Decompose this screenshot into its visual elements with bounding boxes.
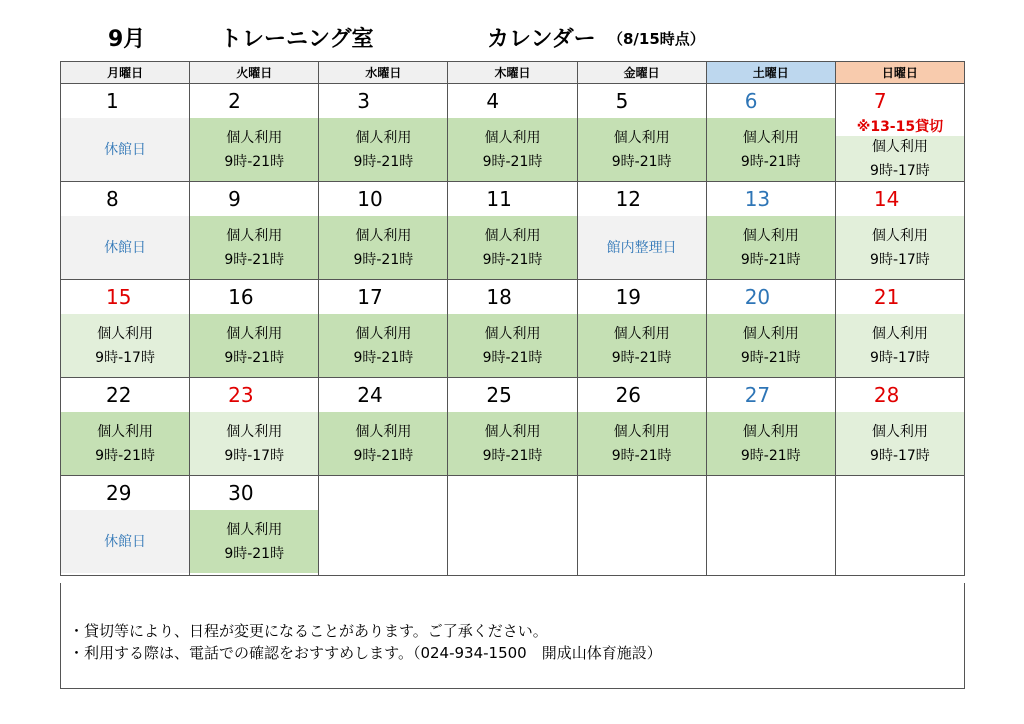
day-cell — [190, 476, 319, 576]
schedule-hours: 9時-21時 — [353, 349, 414, 366]
day-schedule — [707, 216, 835, 279]
schedule-type: 個人利用 — [871, 138, 928, 155]
weekday-header: 木曜日 — [448, 62, 577, 84]
day-cell — [706, 378, 835, 476]
schedule-type: 個人利用 — [871, 227, 928, 244]
day-cell — [448, 280, 577, 378]
day-number: 23 — [190, 378, 318, 412]
schedule-hours: 9時-21時 — [224, 153, 285, 170]
schedule-type: 個人利用 — [484, 325, 541, 342]
day-number: 21 — [836, 280, 964, 314]
day-schedule — [61, 510, 189, 573]
day-cell — [706, 182, 835, 280]
day-cell — [835, 378, 964, 476]
day-cell — [835, 280, 964, 378]
schedule-hours: 9時-21時 — [740, 349, 801, 366]
calendar-week-row — [61, 378, 965, 476]
day-cell — [577, 378, 706, 476]
empty-day-cell — [835, 476, 964, 576]
schedule-type: 休館日 — [104, 141, 147, 158]
reservation-note: ※13-15貸切 — [836, 118, 964, 136]
day-cell — [190, 182, 319, 280]
day-schedule — [578, 118, 706, 181]
schedule-type: 個人利用 — [97, 325, 154, 342]
schedule-type: 個人利用 — [613, 129, 670, 146]
day-cell — [706, 84, 835, 182]
weekday-header: 水曜日 — [319, 62, 448, 84]
day-schedule — [319, 314, 447, 377]
day-schedule — [448, 412, 576, 475]
day-schedule — [707, 412, 835, 475]
day-cell — [706, 280, 835, 378]
schedule-type: 個人利用 — [226, 423, 283, 440]
schedule-type: 個人利用 — [226, 129, 283, 146]
day-number: 18 — [448, 280, 576, 314]
schedule-hours: 9時-21時 — [611, 447, 672, 464]
schedule-type: 個人利用 — [742, 325, 799, 342]
day-schedule — [836, 412, 964, 475]
schedule-hours: 9時-21時 — [482, 349, 543, 366]
day-schedule — [61, 216, 189, 279]
schedule-hours: 9時-21時 — [740, 153, 801, 170]
schedule-type: 館内整理日 — [606, 239, 677, 256]
schedule-hours: 9時-21時 — [740, 251, 801, 268]
day-number: 8 — [61, 182, 189, 216]
schedule-hours: 9時-21時 — [353, 447, 414, 464]
schedule-type: 個人利用 — [355, 423, 412, 440]
schedule-type: 個人利用 — [742, 129, 799, 146]
day-cell — [835, 182, 964, 280]
day-number: 1 — [61, 84, 189, 118]
day-cell — [319, 280, 448, 378]
day-cell — [190, 84, 319, 182]
schedule-type: 休館日 — [104, 239, 147, 256]
empty-day-cell — [319, 476, 448, 576]
day-schedule — [319, 216, 447, 279]
schedule-type: 個人利用 — [97, 423, 154, 440]
day-number: 16 — [190, 280, 318, 314]
notes-box — [60, 583, 965, 689]
schedule-hours: 9時-17時 — [870, 162, 930, 179]
calendar-title: カレンダー — [487, 27, 596, 52]
day-schedule — [448, 314, 576, 377]
schedule-type: 個人利用 — [355, 129, 412, 146]
day-schedule — [319, 118, 447, 181]
empty-day-cell — [706, 476, 835, 576]
schedule-type: 個人利用 — [226, 521, 283, 538]
schedule-hours: 9時-21時 — [482, 447, 543, 464]
schedule-type: 個人利用 — [355, 227, 412, 244]
day-number: 10 — [319, 182, 447, 216]
schedule-type: 個人利用 — [484, 227, 541, 244]
weekday-header: 月曜日 — [61, 62, 190, 84]
schedule-type: 個人利用 — [871, 325, 928, 342]
day-cell — [835, 84, 964, 182]
day-number: 25 — [448, 378, 576, 412]
schedule-hours: 9時-21時 — [611, 349, 672, 366]
day-cell — [577, 182, 706, 280]
calendar-body — [61, 84, 965, 576]
schedule-type: 個人利用 — [484, 423, 541, 440]
day-schedule — [61, 118, 189, 181]
day-number: 7 — [836, 84, 964, 118]
day-number: 5 — [578, 84, 706, 118]
calendar-table — [60, 61, 965, 576]
day-cell — [319, 182, 448, 280]
day-number: 14 — [836, 182, 964, 216]
schedule-type: 個人利用 — [355, 325, 412, 342]
schedule-hours: 9時-17時 — [870, 251, 930, 268]
schedule-hours: 9時-21時 — [482, 153, 543, 170]
day-cell — [448, 182, 577, 280]
day-number: 13 — [707, 182, 835, 216]
schedule-hours: 9時-21時 — [353, 251, 414, 268]
day-cell — [190, 280, 319, 378]
schedule-hours: 9時-17時 — [224, 447, 285, 464]
day-schedule — [190, 216, 318, 279]
day-cell — [319, 378, 448, 476]
day-schedule — [61, 412, 189, 475]
schedule-hours: 9時-17時 — [870, 447, 930, 464]
day-cell — [61, 84, 190, 182]
calendar-week-row — [61, 182, 965, 280]
day-cell — [61, 476, 190, 576]
weekday-header: 金曜日 — [577, 62, 706, 84]
day-cell — [448, 84, 577, 182]
empty-day-cell — [448, 476, 577, 576]
schedule-hours: 9時-21時 — [224, 545, 285, 562]
weekday-header: 土曜日 — [706, 62, 835, 84]
calendar-week-row — [61, 84, 965, 182]
day-schedule — [836, 136, 964, 181]
day-number: 27 — [707, 378, 835, 412]
day-cell — [61, 378, 190, 476]
day-number: 2 — [190, 84, 318, 118]
schedule-hours: 9時-17時 — [870, 349, 930, 366]
note-line: ・利用する際は、電話での確認をおすすめします。（024-934-1500 開成山体育施設） — [69, 644, 662, 662]
day-schedule — [707, 118, 835, 181]
note-line: ・貸切等により、日程が変更になることがあります。ご了承ください。 — [69, 622, 548, 640]
day-schedule — [61, 314, 189, 377]
as-of-date: （8/15時点） — [608, 30, 705, 48]
day-number: 26 — [578, 378, 706, 412]
schedule-type: 個人利用 — [742, 423, 799, 440]
schedule-hours: 9時-21時 — [611, 153, 672, 170]
weekday-header-row — [61, 62, 965, 84]
day-number: 17 — [319, 280, 447, 314]
day-number: 3 — [319, 84, 447, 118]
schedule-hours: 9時-21時 — [353, 153, 414, 170]
day-schedule — [578, 216, 706, 279]
day-cell — [61, 182, 190, 280]
schedule-hours: 9時-21時 — [224, 251, 285, 268]
notes-lines — [69, 620, 662, 664]
schedule-hours: 9時-21時 — [95, 447, 155, 464]
day-cell — [577, 84, 706, 182]
day-schedule — [836, 216, 964, 279]
day-number: 20 — [707, 280, 835, 314]
day-schedule — [578, 412, 706, 475]
day-schedule — [448, 216, 576, 279]
schedule-hours: 9時-21時 — [740, 447, 801, 464]
month-title: 9月 — [108, 27, 146, 52]
day-schedule — [836, 314, 964, 377]
day-schedule — [448, 118, 576, 181]
day-number: 30 — [190, 476, 318, 510]
schedule-hours: 9時-21時 — [224, 349, 285, 366]
schedule-type: 個人利用 — [742, 227, 799, 244]
day-number: 11 — [448, 182, 576, 216]
day-cell — [319, 84, 448, 182]
schedule-type: 個人利用 — [871, 423, 928, 440]
day-cell — [577, 280, 706, 378]
day-cell — [190, 378, 319, 476]
day-schedule — [190, 314, 318, 377]
day-number: 12 — [578, 182, 706, 216]
day-cell — [448, 378, 577, 476]
empty-day-cell — [577, 476, 706, 576]
schedule-type: 休館日 — [104, 533, 147, 550]
weekday-header: 日曜日 — [835, 62, 964, 84]
day-schedule — [707, 314, 835, 377]
day-schedule — [319, 412, 447, 475]
day-number: 4 — [448, 84, 576, 118]
day-schedule — [190, 412, 318, 475]
schedule-type: 個人利用 — [613, 325, 670, 342]
calendar-week-row — [61, 280, 965, 378]
day-number: 6 — [707, 84, 835, 118]
day-cell — [61, 280, 190, 378]
calendar-week-row — [61, 476, 965, 576]
day-schedule — [578, 314, 706, 377]
schedule-type: 個人利用 — [226, 325, 283, 342]
schedule-type: 個人利用 — [226, 227, 283, 244]
day-number: 24 — [319, 378, 447, 412]
calendar-header — [0, 22, 1024, 54]
day-number: 15 — [61, 280, 189, 314]
day-number: 9 — [190, 182, 318, 216]
day-number: 22 — [61, 378, 189, 412]
schedule-hours: 9時-17時 — [95, 349, 155, 366]
day-schedule — [190, 118, 318, 181]
day-schedule — [190, 510, 318, 573]
day-number: 28 — [836, 378, 964, 412]
schedule-hours: 9時-21時 — [482, 251, 543, 268]
schedule-type: 個人利用 — [613, 423, 670, 440]
room-title: トレーニング室 — [220, 27, 374, 52]
day-number: 19 — [578, 280, 706, 314]
schedule-type: 個人利用 — [484, 129, 541, 146]
day-number: 29 — [61, 476, 189, 510]
weekday-header: 火曜日 — [190, 62, 319, 84]
